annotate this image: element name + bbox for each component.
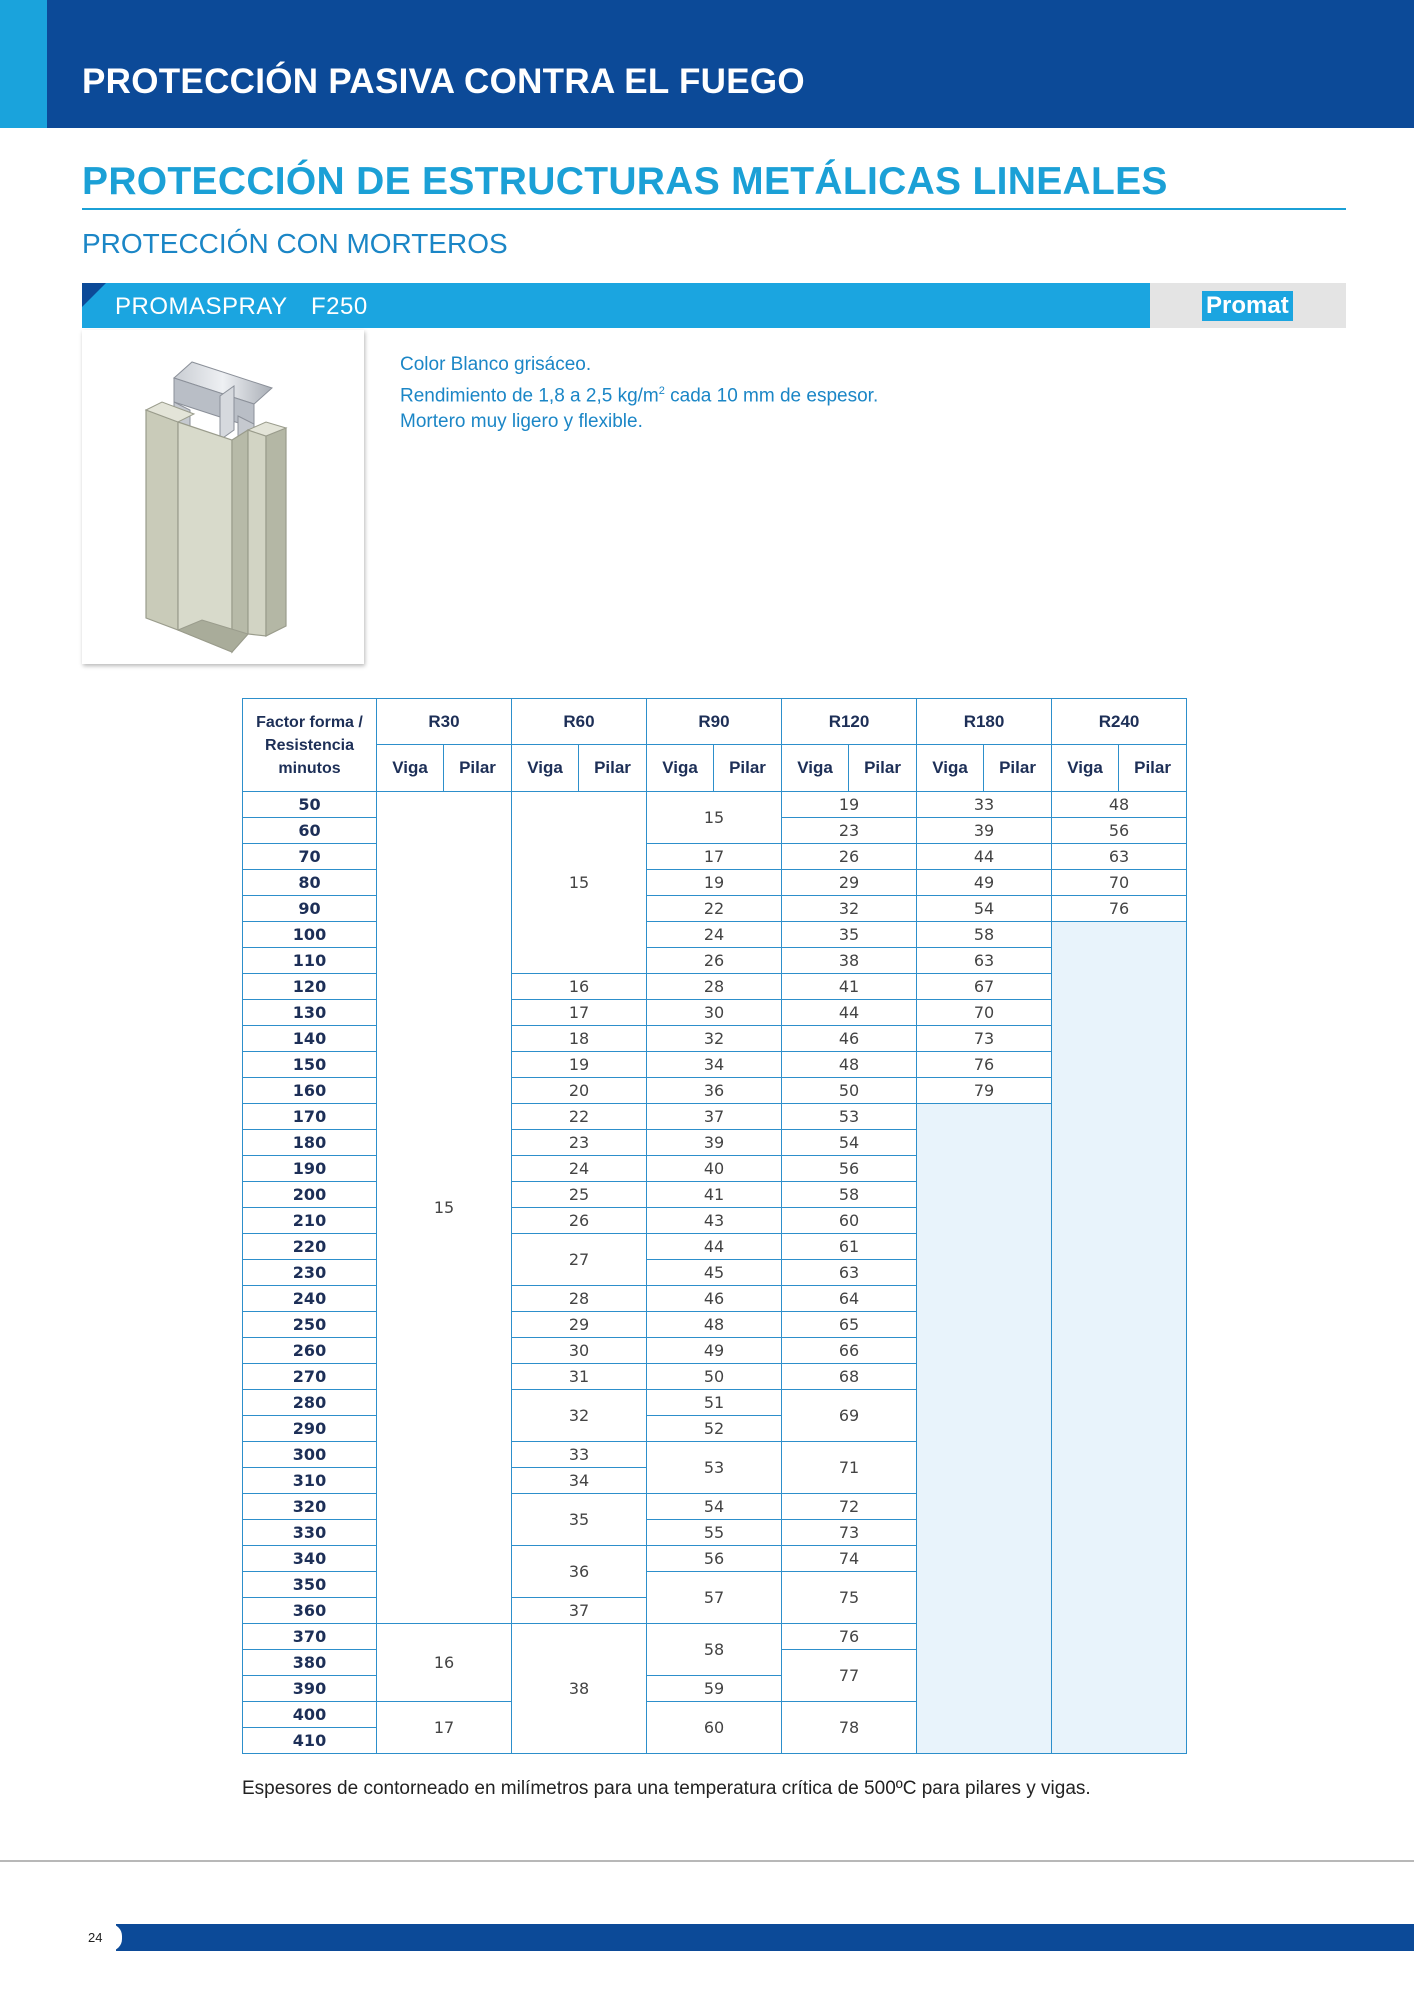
factor-cell: 130: [243, 1000, 377, 1026]
r90-cell: 49: [647, 1338, 782, 1364]
r180-cell: 63: [917, 948, 1052, 974]
r90-cell: 51: [647, 1390, 782, 1416]
factor-cell: 320: [243, 1494, 377, 1520]
group-header-r90: R90: [647, 699, 782, 745]
r180-cell: 79: [917, 1078, 1052, 1104]
r90-cell: 41: [647, 1182, 782, 1208]
r60-cell: 28: [512, 1286, 647, 1312]
r120-cell: 74: [782, 1546, 917, 1572]
r120-cell: 35: [782, 922, 917, 948]
factor-cell: 50: [243, 792, 377, 818]
r60-cell: 25: [512, 1182, 647, 1208]
r120-cell: 72: [782, 1494, 917, 1520]
factor-cell: 150: [243, 1052, 377, 1078]
sub-header-viga: Viga: [647, 745, 714, 792]
r90-cell: 52: [647, 1416, 782, 1442]
factor-cell: 370: [243, 1624, 377, 1650]
desc-yield-tail: cada 10 mm de espesor.: [664, 385, 879, 407]
r60-cell: 16: [512, 974, 647, 1000]
r90-cell: 45: [647, 1260, 782, 1286]
r60-cell: 32: [512, 1390, 647, 1442]
r90-cell: 58: [647, 1624, 782, 1676]
r90-cell: 36: [647, 1078, 782, 1104]
factor-cell: 350: [243, 1572, 377, 1598]
desc-property: Mortero muy ligero y flexible.: [400, 411, 643, 433]
r90-cell: 37: [647, 1104, 782, 1130]
group-header-r60: R60: [512, 699, 647, 745]
product-bar: [82, 283, 1150, 328]
table-row: [243, 792, 1187, 818]
factor-cell: 360: [243, 1598, 377, 1624]
desc-color: Color Blanco grisáceo.: [400, 354, 592, 375]
r90-cell: 57: [647, 1572, 782, 1624]
r120-cell: 65: [782, 1312, 917, 1338]
r120-cell: 50: [782, 1078, 917, 1104]
sub-header-viga: Viga: [782, 745, 849, 792]
r120-cell: 61: [782, 1234, 917, 1260]
sub-header-viga: Viga: [1052, 745, 1119, 792]
table-body: [243, 792, 1187, 1754]
page-number: 24: [88, 1930, 103, 1945]
section-title: PROTECCIÓN PASIVA CONTRA EL FUEGO: [82, 62, 805, 101]
factor-cell: 240: [243, 1286, 377, 1312]
r120-cell: 23: [782, 818, 917, 844]
header-accent-stripe: [0, 0, 47, 128]
r120-cell: 69: [782, 1390, 917, 1442]
r60-cell: 24: [512, 1156, 647, 1182]
r120-cell: 58: [782, 1182, 917, 1208]
factor-cell: 200: [243, 1182, 377, 1208]
product-description: [400, 352, 878, 435]
factor-cell: 310: [243, 1468, 377, 1494]
group-header-r30: R30: [377, 699, 512, 745]
thickness-table: [242, 698, 1187, 1754]
page-title: PROTECCIÓN DE ESTRUCTURAS METÁLICAS LINEALES: [82, 160, 1168, 203]
factor-cell: 280: [243, 1390, 377, 1416]
r60-cell: 34: [512, 1468, 647, 1494]
factor-cell: 380: [243, 1650, 377, 1676]
r90-cell: 60: [647, 1702, 782, 1754]
title-divider: [82, 208, 1346, 210]
r60-cell: 22: [512, 1104, 647, 1130]
r90-cell: 43: [647, 1208, 782, 1234]
sub-header-pilar: Pilar: [984, 745, 1052, 792]
r120-cell: 53: [782, 1104, 917, 1130]
r60-cell: 15: [512, 792, 647, 974]
product-bar-corner: [82, 283, 106, 307]
sub-header-viga: Viga: [512, 745, 579, 792]
factor-cell: 70: [243, 844, 377, 870]
r90-cell: 26: [647, 948, 782, 974]
r90-cell: 44: [647, 1234, 782, 1260]
r240-cell: 76: [1052, 896, 1187, 922]
r90-cell: 19: [647, 870, 782, 896]
brand-logo: Promat: [1202, 291, 1293, 321]
sub-header-pilar: Pilar: [1119, 745, 1187, 792]
factor-cell: 120: [243, 974, 377, 1000]
r90-cell: 55: [647, 1520, 782, 1546]
r180-cell: 33: [917, 792, 1052, 818]
group-header-r120: R120: [782, 699, 917, 745]
product-name: PROMASPRAY: [115, 293, 288, 320]
r120-cell: 44: [782, 1000, 917, 1026]
r30-cell: 15: [377, 792, 512, 1624]
r60-cell: 38: [512, 1624, 647, 1754]
r90-cell: 46: [647, 1286, 782, 1312]
factor-cell: 80: [243, 870, 377, 896]
factor-cell: 270: [243, 1364, 377, 1390]
group-header-r240: R240: [1052, 699, 1187, 745]
factor-cell: 250: [243, 1312, 377, 1338]
product-image-card: [82, 330, 364, 664]
footer-divider: [0, 1860, 1414, 1862]
r60-cell: 20: [512, 1078, 647, 1104]
r60-cell: 19: [512, 1052, 647, 1078]
factor-cell: 340: [243, 1546, 377, 1572]
r120-cell: 64: [782, 1286, 917, 1312]
r90-cell: 40: [647, 1156, 782, 1182]
r60-cell: 36: [512, 1546, 647, 1598]
r180-cell: 49: [917, 870, 1052, 896]
desc-yield-sup: 2: [658, 385, 665, 397]
r240-cell: 48: [1052, 792, 1187, 818]
desc-yield: [400, 378, 878, 409]
corner-line-2: Resistencia: [265, 736, 354, 754]
r180-cell: 76: [917, 1052, 1052, 1078]
r30-cell: 16: [377, 1624, 512, 1702]
sub-header-viga: Viga: [377, 745, 444, 792]
r60-cell: 27: [512, 1234, 647, 1286]
r120-cell: 77: [782, 1650, 917, 1702]
r60-cell: 23: [512, 1130, 647, 1156]
r180-cell: 67: [917, 974, 1052, 1000]
factor-cell: 180: [243, 1130, 377, 1156]
r120-cell: 29: [782, 870, 917, 896]
r90-cell: 22: [647, 896, 782, 922]
table-corner-header: [243, 699, 377, 792]
table-footnote: Espesores de contorneado en milímetros para una temperatura crítica de 500ºC para pilares y vigas.: [242, 1778, 1091, 1799]
sub-header-pilar: Pilar: [849, 745, 917, 792]
r90-cell: 30: [647, 1000, 782, 1026]
r90-cell: 48: [647, 1312, 782, 1338]
r60-cell: 31: [512, 1364, 647, 1390]
r120-cell: 75: [782, 1572, 917, 1624]
desc-yield-text: Rendimiento de 1,8 a 2,5 kg/m: [400, 385, 659, 407]
r180-cell: 73: [917, 1026, 1052, 1052]
r60-cell: 18: [512, 1026, 647, 1052]
factor-cell: 190: [243, 1156, 377, 1182]
r60-cell: 35: [512, 1494, 647, 1546]
r120-cell: 56: [782, 1156, 917, 1182]
factor-cell: 390: [243, 1676, 377, 1702]
sub-header-pilar: Pilar: [444, 745, 512, 792]
r120-cell: 66: [782, 1338, 917, 1364]
r60-cell: 30: [512, 1338, 647, 1364]
r90-cell: 17: [647, 844, 782, 870]
r240-cell: 56: [1052, 818, 1187, 844]
r60-cell: 17: [512, 1000, 647, 1026]
sub-header-pilar: Pilar: [579, 745, 647, 792]
r240-empty-cell: [1052, 922, 1187, 1754]
r30-cell: 17: [377, 1702, 512, 1754]
r180-cell: 39: [917, 818, 1052, 844]
factor-cell: 100: [243, 922, 377, 948]
product-code: F250: [311, 293, 368, 320]
r90-cell: 24: [647, 922, 782, 948]
factor-cell: 300: [243, 1442, 377, 1468]
factor-cell: 140: [243, 1026, 377, 1052]
r90-cell: 39: [647, 1130, 782, 1156]
r120-cell: 38: [782, 948, 917, 974]
coated-steel-column-illustration: [82, 330, 364, 664]
r90-cell: 28: [647, 974, 782, 1000]
r180-cell: 44: [917, 844, 1052, 870]
page-subtitle: PROTECCIÓN CON MORTEROS: [82, 228, 508, 259]
footer-bar: [116, 1924, 1414, 1951]
r60-cell: 26: [512, 1208, 647, 1234]
r120-cell: 26: [782, 844, 917, 870]
r120-cell: 48: [782, 1052, 917, 1078]
corner-line-3: minutos: [278, 759, 341, 777]
factor-cell: 160: [243, 1078, 377, 1104]
r180-cell: 58: [917, 922, 1052, 948]
r120-cell: 60: [782, 1208, 917, 1234]
r120-cell: 78: [782, 1702, 917, 1754]
r60-cell: 33: [512, 1442, 647, 1468]
factor-cell: 220: [243, 1234, 377, 1260]
section-header-bar: [0, 0, 1414, 128]
factor-cell: 170: [243, 1104, 377, 1130]
r90-cell: 53: [647, 1442, 782, 1494]
r120-cell: 71: [782, 1442, 917, 1494]
r60-cell: 29: [512, 1312, 647, 1338]
factor-cell: 110: [243, 948, 377, 974]
r240-cell: 70: [1052, 870, 1187, 896]
r120-cell: 54: [782, 1130, 917, 1156]
r120-cell: 32: [782, 896, 917, 922]
factor-cell: 90: [243, 896, 377, 922]
factor-cell: 400: [243, 1702, 377, 1728]
factor-cell: 260: [243, 1338, 377, 1364]
r90-cell: 54: [647, 1494, 782, 1520]
r240-cell: 63: [1052, 844, 1187, 870]
r90-cell: 34: [647, 1052, 782, 1078]
r180-cell: 70: [917, 1000, 1052, 1026]
factor-cell: 60: [243, 818, 377, 844]
r90-cell: 15: [647, 792, 782, 844]
factor-cell: 210: [243, 1208, 377, 1234]
factor-cell: 410: [243, 1728, 377, 1754]
r180-empty-cell: [917, 1104, 1052, 1754]
brand-logo-box: [1150, 283, 1346, 328]
group-header-r180: R180: [917, 699, 1052, 745]
footer-bar-notch: [110, 1924, 122, 1951]
r120-cell: 41: [782, 974, 917, 1000]
factor-cell: 230: [243, 1260, 377, 1286]
factor-cell: 330: [243, 1520, 377, 1546]
r60-cell: 37: [512, 1598, 647, 1624]
r120-cell: 73: [782, 1520, 917, 1546]
r120-cell: 76: [782, 1624, 917, 1650]
r90-cell: 59: [647, 1676, 782, 1702]
r90-cell: 56: [647, 1546, 782, 1572]
sub-header-viga: Viga: [917, 745, 984, 792]
r120-cell: 19: [782, 792, 917, 818]
r120-cell: 68: [782, 1364, 917, 1390]
corner-line-1: Factor forma /: [256, 713, 363, 731]
r120-cell: 63: [782, 1260, 917, 1286]
r180-cell: 54: [917, 896, 1052, 922]
factor-cell: 290: [243, 1416, 377, 1442]
sub-header-pilar: Pilar: [714, 745, 782, 792]
r90-cell: 50: [647, 1364, 782, 1390]
r120-cell: 46: [782, 1026, 917, 1052]
r90-cell: 32: [647, 1026, 782, 1052]
